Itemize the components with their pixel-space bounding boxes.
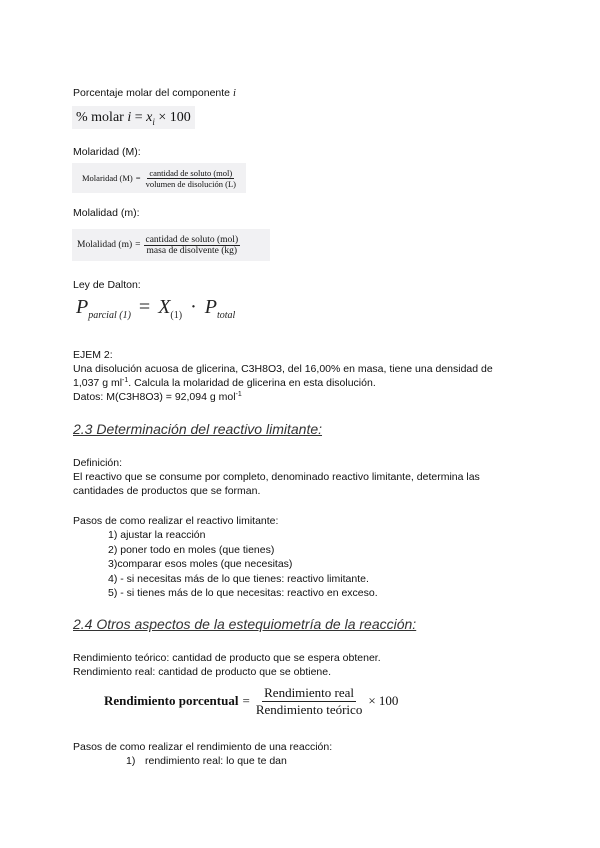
limitante-step: 4) - si necesitas más de lo que tienes: reactivo limitante.: [108, 573, 369, 585]
molaridad-numerator: cantidad de soluto (mol): [149, 167, 233, 178]
definition-line1: El reactivo que se consume por completo, denominado reactivo limitante, determina las: [73, 471, 480, 483]
molalidad-numerator: cantidad de soluto (mol): [145, 234, 239, 245]
ejem2-line3: [73, 390, 242, 404]
dalton-eq: =: [138, 296, 151, 318]
section-2-3-heading: 2.3 Determinación del reactivo limitante:: [73, 421, 323, 437]
rendimiento-formula-times: × 100: [368, 693, 399, 708]
limitante-step: 1) ajustar la reacción: [108, 529, 206, 541]
limitante-step: 5) - si tienes más de lo que necesitas: reactivo en exceso.: [108, 587, 378, 599]
dalton-p: P: [76, 296, 89, 318]
molar-percent-label-var: i: [232, 88, 236, 99]
molalidad-label: Molalidad (m):: [73, 207, 140, 219]
rendimiento-formula-lhs: Rendimiento porcentual: [104, 693, 239, 708]
molaridad-fraction: [144, 168, 238, 189]
ejem2-line2: [73, 376, 376, 390]
rendimiento-teorico: Rendimiento teórico: cantidad de producto que se espera obtener.: [73, 652, 381, 664]
molaridad-denominator: volumen de disolución (L): [145, 178, 236, 189]
dalton-x-sub: (1): [170, 310, 183, 321]
definition-label: Definición:: [73, 457, 123, 469]
dalton-dot: ·: [190, 296, 197, 318]
molalidad-lhs: Molalidad (m): [77, 240, 133, 250]
rendimiento-fraction: [254, 685, 365, 718]
rendimiento-formula: [104, 684, 398, 718]
ejem2-line3-a: Datos: M(C3H8O3) = 92,094 g mol: [73, 391, 236, 403]
molar-percent-formula-eq: =: [134, 110, 143, 125]
rendimiento-step-number: 1): [126, 755, 136, 767]
ejem2-line2-b: . Calcula la molaridad de glicerina en esta disolución.: [128, 377, 376, 389]
molalidad-eq: =: [135, 240, 141, 250]
rendimiento-steps-label: Pasos de como realizar el rendimiento de una reacción:: [73, 741, 333, 753]
limitante-step: 3)comparar esos moles (que necesitas): [108, 558, 293, 570]
molar-percent-formula-left: % molar: [76, 110, 124, 125]
molar-percent-formula-sub: i: [152, 116, 155, 127]
section-2-4-heading: 2.4 Otros aspectos de la estequiometría de la reacción:: [73, 616, 417, 632]
ejem2-line1: Una disolución acuosa de glicerina, C3H8O3, del 16,00% en masa, tiene una densidad de: [73, 363, 493, 375]
ejem2-title: EJEM 2:: [73, 349, 113, 361]
dalton-p-sub: parcial (1): [88, 310, 131, 321]
rendimiento-denominator: Rendimiento teórico: [255, 701, 363, 717]
ejem2-line2-a: 1,037 g ml: [73, 377, 123, 389]
molar-percent-formula: [72, 106, 195, 129]
molaridad-label: Molaridad (M):: [73, 146, 141, 158]
dalton-label: Ley de Dalton:: [73, 279, 141, 291]
dalton-p2: P: [204, 296, 217, 318]
molalidad-denominator: masa de disolvente (kg): [146, 245, 238, 256]
molaridad-eq: =: [135, 173, 141, 183]
definition-line2: cantidades de productos que se forman.: [73, 485, 261, 497]
molaridad-lhs: Molaridad (M): [82, 173, 133, 183]
rendimiento-real: Rendimiento real: cantidad de producto que se obtiene.: [73, 666, 332, 678]
molar-percent-formula-var: i: [127, 110, 132, 125]
rendimiento-numerator: Rendimiento real: [264, 684, 355, 700]
dalton-formula: [76, 296, 235, 321]
limitante-step: 2) poner todo en moles (que tienes): [108, 544, 275, 556]
molar-percent-label: [73, 86, 236, 101]
rendimiento-formula-eq: =: [242, 693, 250, 708]
limitante-steps-label: Pasos de como realizar el reactivo limitante:: [73, 515, 279, 527]
molaridad-formula: [72, 163, 246, 193]
dalton-x: X: [158, 296, 171, 318]
molar-percent-formula-x: x: [146, 110, 153, 125]
molar-percent-formula-times: × 100: [158, 110, 191, 125]
molalidad-fraction: [144, 235, 241, 256]
ejem2-line3-sup: -1: [235, 391, 242, 398]
dalton-p2-sub: total: [216, 310, 236, 321]
molalidad-formula: [72, 229, 270, 261]
ejem2-line2-sup: -1: [122, 377, 129, 384]
molar-percent-label-text: Porcentaje molar del componente: [73, 87, 231, 99]
rendimiento-step: rendimiento real: lo que te dan: [145, 755, 287, 767]
